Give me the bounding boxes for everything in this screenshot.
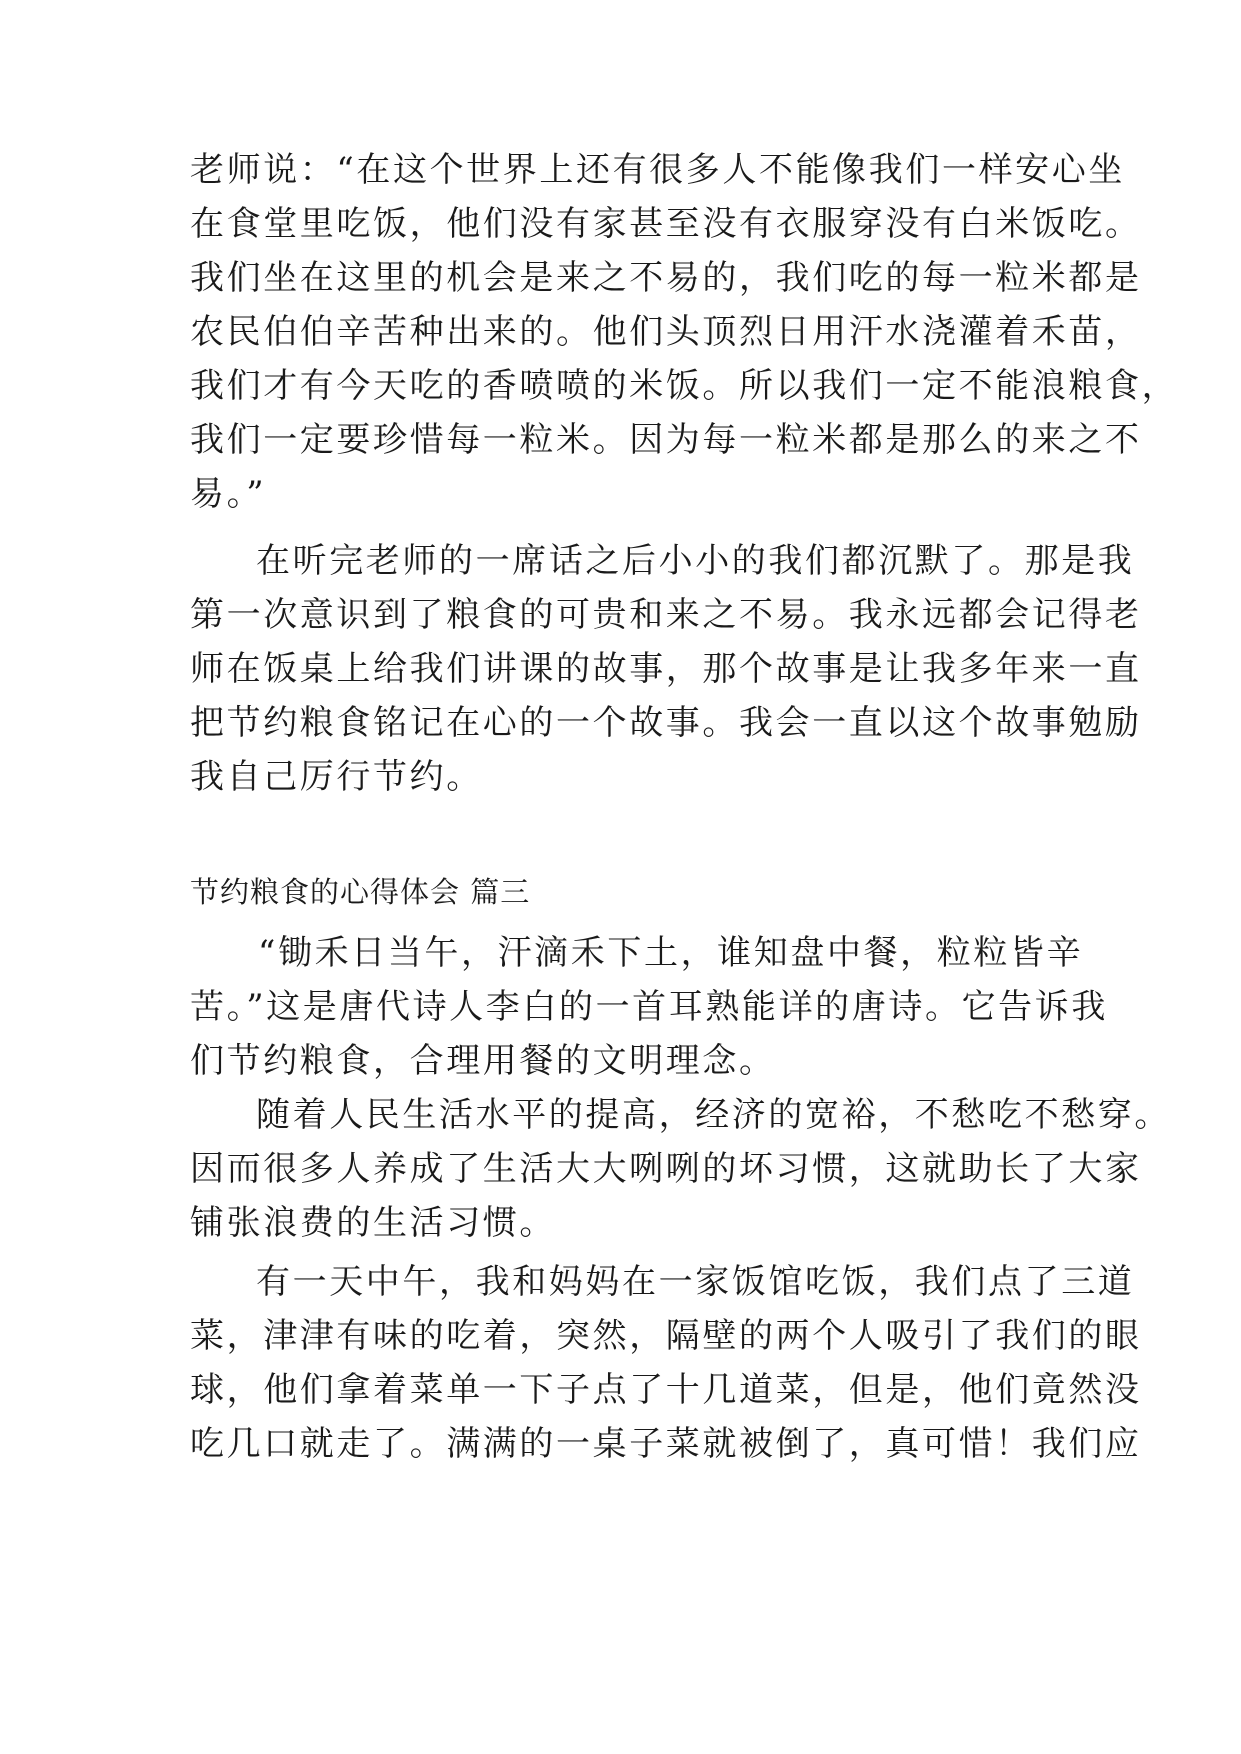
text-line: “锄禾日当午，汗滴禾下土，谁知盘中餐，粒粒皆辛 bbox=[258, 933, 1084, 973]
text-line: 们节约粮食，合理用餐的文明理念。 bbox=[190, 1041, 776, 1081]
text-line: 菜，津津有味的吃着，突然，隔壁的两个人吸引了我们的眼 bbox=[190, 1316, 1142, 1356]
text-line: 第一次意识到了粮食的可贵和来之不易。我永远都会记得老 bbox=[190, 595, 1142, 635]
text-line: 因而很多人养成了生活大大咧咧的坏习惯，这就助长了大家 bbox=[190, 1149, 1142, 1189]
text-line: 把节约粮食铭记在心的一个故事。我会一直以这个故事勉励 bbox=[190, 703, 1142, 743]
text-line: 吃几口就走了。满满的一桌子菜就被倒了，真可惜！我们应 bbox=[190, 1424, 1142, 1464]
text-line: 有一天中午，我和妈妈在一家饭馆吃饭，我们点了三道 bbox=[256, 1262, 1135, 1302]
text-line: 随着人民生活水平的提高，经济的宽裕，不愁吃不愁穿。 bbox=[256, 1095, 1171, 1135]
text-line: 我自己厉行节约。 bbox=[190, 757, 483, 797]
text-line: 我们坐在这里的机会是来之不易的，我们吃的每一粒米都是 bbox=[190, 258, 1142, 298]
text-line: 我们一定要珍惜每一粒米。因为每一粒米都是那么的来之不 bbox=[190, 420, 1142, 460]
text-line: 农民伯伯辛苦种出来的。他们头顶烈日用汗水浇灌着禾苗， bbox=[190, 312, 1142, 352]
text-line: 我们才有今天吃的香喷喷的米饭。所以我们一定不能浪粮食， bbox=[190, 366, 1179, 406]
text-line: 苦。”这是唐代诗人李白的一首耳熟能详的唐诗。它告诉我 bbox=[190, 987, 1108, 1027]
text-line: 在食堂里吃饭，他们没有家甚至没有衣服穿没有白米饭吃。 bbox=[190, 204, 1142, 244]
text-line: 师在饭桌上给我们讲课的故事，那个故事是让我多年来一直 bbox=[190, 649, 1142, 689]
text-line: 铺张浪费的生活习惯。 bbox=[190, 1203, 556, 1243]
section-heading: 节约粮食的心得体会 篇三 bbox=[190, 875, 531, 909]
text-line: 在听完老师的一席话之后小小的我们都沉默了。那是我 bbox=[256, 541, 1135, 581]
text-line: 老师说：“在这个世界上还有很多人不能像我们一样安心坐 bbox=[190, 150, 1125, 190]
text-line: 球，他们拿着菜单一下子点了十几道菜，但是，他们竟然没 bbox=[190, 1370, 1142, 1410]
text-line: 易。” bbox=[190, 474, 267, 514]
